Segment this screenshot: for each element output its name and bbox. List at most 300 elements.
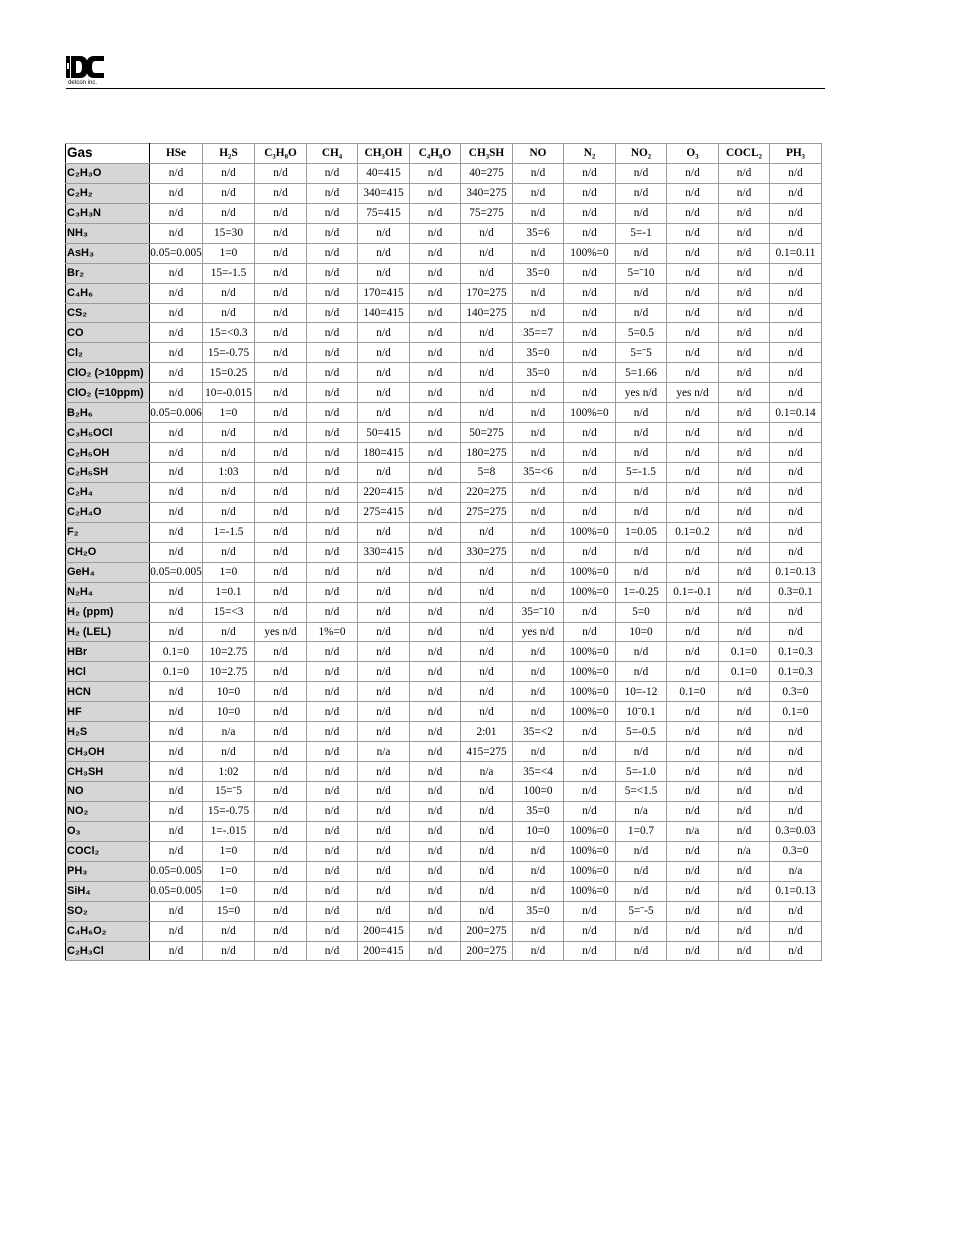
gas-name-cell: NO₂ <box>66 801 150 821</box>
value-cell: 100%=0 <box>564 582 616 602</box>
value-cell: n/d <box>150 901 203 921</box>
value-cell: n/d <box>150 762 203 782</box>
value-cell: n/d <box>358 702 410 722</box>
value-cell: 100%=0 <box>564 682 616 702</box>
table-row <box>66 542 822 562</box>
value-cell: n/d <box>719 861 770 881</box>
value-cell: n/d <box>203 941 255 961</box>
value-cell: n/d <box>461 383 513 403</box>
value-cell: n/d <box>255 861 307 881</box>
gas-name-cell: AsH₃ <box>66 243 150 263</box>
value-cell: n/d <box>410 403 461 423</box>
value-cell: 35=ˉ10 <box>513 602 564 622</box>
value-cell: n/d <box>770 423 822 443</box>
value-cell: n/d <box>719 323 770 343</box>
value-cell: n/d <box>410 602 461 622</box>
column-header: PH₃ <box>770 144 822 164</box>
value-cell: 15=-0.75 <box>203 343 255 363</box>
value-cell: n/d <box>667 263 719 283</box>
value-cell: n/d <box>513 542 564 562</box>
value-cell: n/d <box>150 921 203 941</box>
table-row <box>66 443 822 463</box>
table-row <box>66 522 822 542</box>
table-row <box>66 562 822 582</box>
value-cell: 10=-12 <box>616 682 667 702</box>
value-cell: n/d <box>255 383 307 403</box>
value-cell: n/d <box>564 622 616 642</box>
value-cell: n/d <box>150 622 203 642</box>
value-cell: 5=<1.5 <box>616 782 667 802</box>
value-cell: n/d <box>150 821 203 841</box>
value-cell: 1:02 <box>203 762 255 782</box>
value-cell: n/d <box>719 722 770 742</box>
value-cell: n/d <box>667 502 719 522</box>
value-cell: n/d <box>150 782 203 802</box>
value-cell: n/d <box>564 163 616 183</box>
value-cell: n/d <box>255 423 307 443</box>
value-cell: n/d <box>150 323 203 343</box>
value-cell: n/d <box>719 901 770 921</box>
table-row <box>66 343 822 363</box>
value-cell: n/d <box>255 662 307 682</box>
value-cell: n/d <box>255 542 307 562</box>
gas-name-cell: C₂H₅SH <box>66 463 150 483</box>
value-cell: n/d <box>410 662 461 682</box>
value-cell: n/d <box>461 403 513 423</box>
value-cell: 275=415 <box>358 502 410 522</box>
value-cell: n/d <box>203 423 255 443</box>
value-cell: 75=415 <box>358 203 410 223</box>
value-cell: 40=415 <box>358 163 410 183</box>
value-cell: yes n/d <box>616 383 667 403</box>
value-cell: n/d <box>667 562 719 582</box>
value-cell: n/d <box>203 303 255 323</box>
value-cell: n/d <box>719 403 770 423</box>
value-cell: n/d <box>307 682 358 702</box>
value-cell: 35=0 <box>513 263 564 283</box>
value-cell: n/d <box>358 762 410 782</box>
value-cell: 15=ˉ5 <box>203 782 255 802</box>
value-cell: n/d <box>564 921 616 941</box>
value-cell: n/d <box>150 223 203 243</box>
value-cell: n/d <box>513 283 564 303</box>
value-cell: n/d <box>616 502 667 522</box>
value-cell: 5=ˉ-5 <box>616 901 667 921</box>
value-cell: n/d <box>461 582 513 602</box>
value-cell: 1=0.1 <box>203 582 255 602</box>
value-cell: n/d <box>307 562 358 582</box>
value-cell: n/d <box>461 821 513 841</box>
value-cell: 75=275 <box>461 203 513 223</box>
value-cell: 10=-0.015 <box>203 383 255 403</box>
value-cell: n/d <box>150 682 203 702</box>
value-cell: n/d <box>564 941 616 961</box>
value-cell: n/d <box>358 841 410 861</box>
value-cell: n/d <box>410 762 461 782</box>
value-cell: 10=0 <box>203 702 255 722</box>
value-cell: 415=275 <box>461 742 513 762</box>
table-row <box>66 223 822 243</box>
value-cell: n/d <box>461 841 513 861</box>
value-cell: n/d <box>410 223 461 243</box>
value-cell: n/d <box>770 363 822 383</box>
value-cell: n/d <box>667 702 719 722</box>
value-cell: n/d <box>667 323 719 343</box>
table-row <box>66 263 822 283</box>
value-cell: n/d <box>358 403 410 423</box>
value-cell: n/d <box>616 183 667 203</box>
gas-name-cell: H₂S <box>66 722 150 742</box>
value-cell: n/d <box>150 742 203 762</box>
value-cell: n/d <box>616 841 667 861</box>
value-cell: n/d <box>461 622 513 642</box>
value-cell: 200=415 <box>358 921 410 941</box>
value-cell: 340=275 <box>461 183 513 203</box>
value-cell: n/d <box>307 163 358 183</box>
value-cell: 1%=0 <box>307 622 358 642</box>
value-cell: n/a <box>719 841 770 861</box>
value-cell: 0.3=0.03 <box>770 821 822 841</box>
value-cell: n/d <box>255 642 307 662</box>
value-cell: 0.05=0.005 <box>150 562 203 582</box>
value-cell: n/d <box>410 363 461 383</box>
value-cell: n/d <box>255 443 307 463</box>
value-cell: 0.1=0 <box>770 702 822 722</box>
value-cell: n/d <box>255 343 307 363</box>
value-cell: n/d <box>770 223 822 243</box>
value-cell: n/d <box>770 622 822 642</box>
value-cell: n/d <box>719 801 770 821</box>
value-cell: n/d <box>719 582 770 602</box>
gas-name-cell: C₄H₆ <box>66 283 150 303</box>
value-cell: n/d <box>719 343 770 363</box>
column-header: O₃ <box>667 144 719 164</box>
value-cell: n/d <box>513 702 564 722</box>
value-cell: n/d <box>307 323 358 343</box>
value-cell: n/d <box>410 801 461 821</box>
value-cell: 140=275 <box>461 303 513 323</box>
value-cell: n/d <box>667 363 719 383</box>
value-cell: 10=0 <box>203 682 255 702</box>
value-cell: n/d <box>667 861 719 881</box>
value-cell: n/d <box>770 303 822 323</box>
value-cell: 1=0 <box>203 562 255 582</box>
value-cell: n/d <box>410 463 461 483</box>
value-cell: n/d <box>255 522 307 542</box>
value-cell: n/d <box>667 901 719 921</box>
value-cell: 1=0.05 <box>616 522 667 542</box>
value-cell: n/d <box>150 722 203 742</box>
value-cell: n/d <box>358 363 410 383</box>
value-cell: 170=275 <box>461 283 513 303</box>
column-header: C₃H₈O <box>255 144 307 164</box>
gas-name-cell: N₂H₄ <box>66 582 150 602</box>
table-row <box>66 941 822 961</box>
value-cell: n/d <box>150 702 203 722</box>
value-cell: n/d <box>564 263 616 283</box>
value-cell: n/d <box>461 702 513 722</box>
column-header: CH₄ <box>307 144 358 164</box>
table-row <box>66 283 822 303</box>
value-cell: n/d <box>667 283 719 303</box>
value-cell: n/d <box>770 183 822 203</box>
column-header: N₂ <box>564 144 616 164</box>
value-cell: n/d <box>770 203 822 223</box>
value-cell: n/d <box>150 343 203 363</box>
value-cell: n/d <box>770 542 822 562</box>
value-cell: n/d <box>358 582 410 602</box>
value-cell: n/d <box>461 901 513 921</box>
value-cell: n/d <box>203 482 255 502</box>
value-cell: n/d <box>358 881 410 901</box>
value-cell: 0.1=0 <box>150 642 203 662</box>
gas-name-cell: C₂H₄ <box>66 482 150 502</box>
table-row <box>66 782 822 802</box>
value-cell: n/d <box>719 263 770 283</box>
table-row <box>66 642 822 662</box>
value-cell: n/d <box>255 303 307 323</box>
value-cell: n/d <box>150 542 203 562</box>
value-cell: n/d <box>461 642 513 662</box>
value-cell: n/d <box>667 343 719 363</box>
value-cell: 5=ˉ5 <box>616 343 667 363</box>
value-cell: n/d <box>255 821 307 841</box>
value-cell: n/d <box>410 861 461 881</box>
value-cell: n/d <box>358 243 410 263</box>
table-row <box>66 702 822 722</box>
gas-name-cell: ClO₂ (>10ppm) <box>66 363 150 383</box>
value-cell: 100%=0 <box>564 522 616 542</box>
value-cell: n/d <box>461 323 513 343</box>
value-cell: n/a <box>667 821 719 841</box>
value-cell: n/d <box>307 403 358 423</box>
value-cell: n/d <box>358 383 410 403</box>
value-cell: 1=0 <box>203 403 255 423</box>
value-cell: n/d <box>770 443 822 463</box>
value-cell: n/d <box>255 722 307 742</box>
value-cell: n/d <box>616 861 667 881</box>
value-cell: 0.05=0.005 <box>150 881 203 901</box>
value-cell: n/d <box>410 343 461 363</box>
value-cell: 5=8 <box>461 463 513 483</box>
value-cell: n/d <box>564 801 616 821</box>
value-cell: n/d <box>255 223 307 243</box>
value-cell: n/d <box>564 283 616 303</box>
value-cell: n/d <box>150 941 203 961</box>
value-cell: n/d <box>770 762 822 782</box>
value-cell: n/d <box>616 203 667 223</box>
value-cell: n/d <box>307 841 358 861</box>
value-cell: n/d <box>150 283 203 303</box>
value-cell: n/d <box>255 183 307 203</box>
value-cell: n/d <box>513 682 564 702</box>
value-cell: n/d <box>719 203 770 223</box>
value-cell: 15=0 <box>203 901 255 921</box>
gas-name-cell: C₂H₃O <box>66 163 150 183</box>
value-cell: n/d <box>410 482 461 502</box>
gas-name-cell: CH₃OH <box>66 742 150 762</box>
value-cell: n/d <box>719 482 770 502</box>
value-cell: n/d <box>307 861 358 881</box>
value-cell: n/d <box>667 881 719 901</box>
value-cell: 0.1=0 <box>719 642 770 662</box>
value-cell: n/d <box>307 303 358 323</box>
table-row <box>66 622 822 642</box>
value-cell: n/d <box>667 742 719 762</box>
value-cell: n/d <box>307 881 358 901</box>
gas-name-cell: Br₂ <box>66 263 150 283</box>
table-row <box>66 243 822 263</box>
value-cell: n/d <box>564 782 616 802</box>
value-cell: n/d <box>770 502 822 522</box>
table-row <box>66 323 822 343</box>
value-cell: n/d <box>410 642 461 662</box>
value-cell: n/d <box>667 463 719 483</box>
value-cell: yes n/d <box>255 622 307 642</box>
table-row <box>66 801 822 821</box>
value-cell: n/d <box>150 423 203 443</box>
value-cell: n/d <box>564 482 616 502</box>
value-cell: n/d <box>667 183 719 203</box>
value-cell: n/d <box>410 682 461 702</box>
value-cell: n/d <box>410 183 461 203</box>
gas-name-cell: GeH₄ <box>66 562 150 582</box>
value-cell: n/d <box>255 243 307 263</box>
value-cell: 5=-0.5 <box>616 722 667 742</box>
value-cell: 100%=0 <box>564 702 616 722</box>
value-cell: n/d <box>513 423 564 443</box>
value-cell: n/d <box>307 921 358 941</box>
value-cell: n/d <box>410 502 461 522</box>
value-cell: n/d <box>616 642 667 662</box>
value-cell: n/d <box>255 263 307 283</box>
value-cell: n/d <box>255 682 307 702</box>
value-cell: n/d <box>410 582 461 602</box>
value-cell: n/d <box>719 782 770 802</box>
value-cell: 10=2.75 <box>203 662 255 682</box>
value-cell: n/d <box>770 323 822 343</box>
value-cell: n/d <box>255 502 307 522</box>
value-cell: 5=0 <box>616 602 667 622</box>
value-cell: 100%=0 <box>564 662 616 682</box>
value-cell: n/d <box>719 622 770 642</box>
value-cell: n/d <box>410 742 461 762</box>
value-cell: n/d <box>150 522 203 542</box>
value-cell: n/d <box>255 463 307 483</box>
value-cell: 100%=0 <box>564 821 616 841</box>
table-row <box>66 881 822 901</box>
value-cell: 15=30 <box>203 223 255 243</box>
value-cell: 15=<3 <box>203 602 255 622</box>
value-cell: n/d <box>513 881 564 901</box>
value-cell: n/d <box>410 383 461 403</box>
value-cell: n/d <box>667 542 719 562</box>
company-name: detcon inc. <box>68 80 98 86</box>
value-cell: n/a <box>461 762 513 782</box>
table-row <box>66 463 822 483</box>
gas-name-cell: C₃H₅OCl <box>66 423 150 443</box>
value-cell: n/a <box>616 801 667 821</box>
value-cell: n/d <box>564 463 616 483</box>
value-cell: n/d <box>203 203 255 223</box>
value-cell: n/d <box>616 742 667 762</box>
table-row <box>66 183 822 203</box>
value-cell: n/d <box>410 921 461 941</box>
value-cell: n/d <box>358 622 410 642</box>
value-cell: n/d <box>358 662 410 682</box>
column-header: CH₃SH <box>461 144 513 164</box>
value-cell: n/d <box>616 562 667 582</box>
value-cell: n/d <box>616 443 667 463</box>
value-cell: n/d <box>307 203 358 223</box>
value-cell: 35=<4 <box>513 762 564 782</box>
value-cell: n/d <box>358 263 410 283</box>
value-cell: n/d <box>564 343 616 363</box>
value-cell: n/d <box>255 562 307 582</box>
gas-name-cell: CH₃SH <box>66 762 150 782</box>
value-cell: n/d <box>564 183 616 203</box>
value-cell: n/d <box>150 801 203 821</box>
value-cell: n/d <box>410 203 461 223</box>
value-cell: 35=6 <box>513 223 564 243</box>
value-cell: n/d <box>410 283 461 303</box>
value-cell: n/d <box>770 283 822 303</box>
value-cell: 0.1=0 <box>150 662 203 682</box>
value-cell: n/d <box>255 482 307 502</box>
value-cell: n/d <box>150 463 203 483</box>
value-cell: n/d <box>410 722 461 742</box>
value-cell: n/d <box>667 662 719 682</box>
value-cell: n/d <box>667 602 719 622</box>
value-cell: 100%=0 <box>564 861 616 881</box>
value-cell: n/d <box>461 602 513 622</box>
value-cell: n/d <box>358 722 410 742</box>
column-header: COCL₂ <box>719 144 770 164</box>
table-row <box>66 423 822 443</box>
value-cell: n/d <box>667 482 719 502</box>
value-cell: n/d <box>203 443 255 463</box>
value-cell: 5=1.66 <box>616 363 667 383</box>
value-cell: n/d <box>150 303 203 323</box>
value-cell: n/d <box>203 502 255 522</box>
value-cell: 200=275 <box>461 921 513 941</box>
value-cell: n/d <box>255 841 307 861</box>
gas-name-cell: SO₂ <box>66 901 150 921</box>
table-row <box>66 901 822 921</box>
value-cell: n/d <box>307 742 358 762</box>
value-cell: n/d <box>410 323 461 343</box>
gas-name-cell: HCN <box>66 682 150 702</box>
value-cell: 180=415 <box>358 443 410 463</box>
value-cell: n/d <box>719 283 770 303</box>
value-cell: 0.05=0.005 <box>150 861 203 881</box>
value-cell: n/d <box>307 602 358 622</box>
value-cell: n/a <box>203 722 255 742</box>
value-cell: n/d <box>307 821 358 841</box>
value-cell: 0.1=0.3 <box>770 642 822 662</box>
value-cell: n/d <box>150 841 203 861</box>
value-cell: n/d <box>307 762 358 782</box>
value-cell: n/d <box>667 403 719 423</box>
value-cell: 100%=0 <box>564 243 616 263</box>
table-row <box>66 742 822 762</box>
table-row <box>66 662 822 682</box>
value-cell: 100%=0 <box>564 841 616 861</box>
value-cell: n/d <box>719 502 770 522</box>
value-cell: n/d <box>307 183 358 203</box>
value-cell: 1=0 <box>203 861 255 881</box>
value-cell: n/d <box>358 821 410 841</box>
